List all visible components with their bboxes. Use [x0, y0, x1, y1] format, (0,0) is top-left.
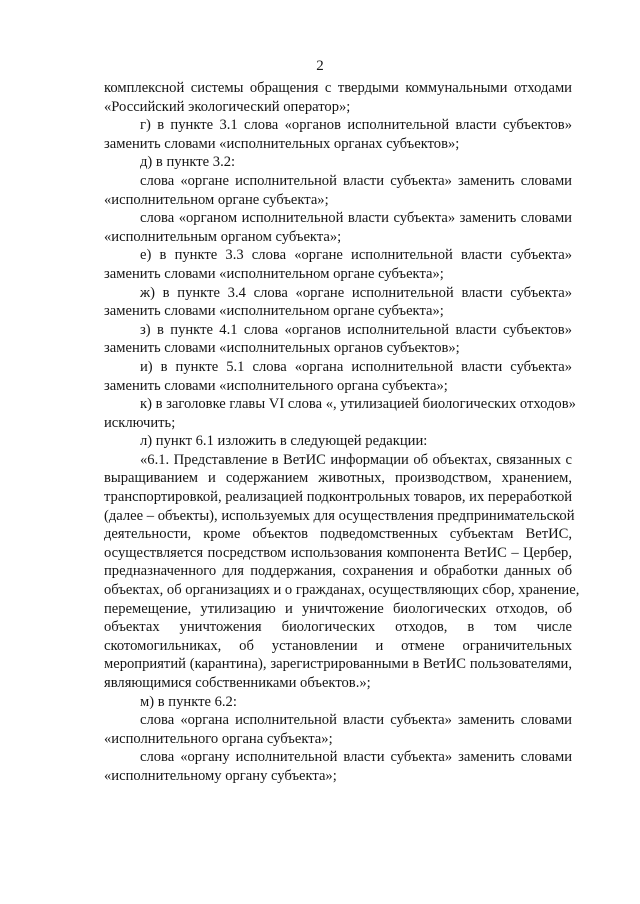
text-line: объектах, об организациях и о гражданах, осуществляющих сбор, хранение,: [104, 582, 580, 599]
paragraph: [104, 153, 572, 172]
text-line: мероприятий (карантина), зарегистрированными в ВетИС пользователями,: [104, 656, 572, 673]
text-line: г) в пункте 3.1 слова «органов исполнительной власти субъектов»: [140, 117, 572, 134]
text-line: е) в пункте 3.3 слова «органе исполнительной власти субъекта»: [140, 247, 572, 264]
text-line: слова «органа исполнительной власти субъекта» заменить словами: [140, 712, 572, 729]
text-line: заменить словами «исполнительных органах субъектов»;: [104, 135, 460, 152]
text-line: заменить словами «исполнительном органе субъекта»;: [104, 303, 444, 320]
text-line: слова «органом исполнительной власти субъекта» заменить словами: [140, 210, 572, 227]
text-line: «исполнительному органу субъекта»;: [104, 767, 337, 784]
text-line: «исполнительным органом субъекта»;: [104, 228, 342, 245]
text-line: з) в пункте 4.1 слова «органов исполнительной власти субъектов»: [140, 321, 572, 338]
text-line: комплексной системы обращения с твердыми коммунальными отходами: [104, 80, 572, 96]
text-line: к) в заголовке главы VI слова «, утилизацией биологических отходов»: [140, 396, 576, 413]
text-line: ж) в пункте 3.4 слова «органе исполнительной власти субъекта»: [140, 284, 572, 301]
text-line: л) пункт 6.1 изложить в следующей редакции:: [140, 433, 428, 450]
text-line: перемещение, утилизацию и уничтожение биологических отходов, об: [104, 600, 572, 617]
paragraph: [104, 748, 572, 785]
paragraph: [104, 358, 572, 395]
text-line: предназначенного для поддержания, сохранения и обработки данных об: [104, 563, 572, 580]
text-line: «6.1. Представление в ВетИС информации об объектах, связанных с: [140, 451, 572, 468]
paragraph: [104, 284, 572, 321]
text-line: деятельности, кроме объектов подведомственных субъектам ВетИС,: [104, 526, 572, 543]
text-line: выращиванием и содержанием животных, производством, хранением,: [104, 470, 572, 487]
paragraph: [104, 693, 572, 712]
text-line: заменить словами «исполнительном органе субъекта»;: [104, 265, 444, 282]
paragraph: [104, 172, 572, 209]
paragraph: [104, 395, 576, 432]
text-line: заменить словами «исполнительного органа субъекта»;: [104, 377, 448, 394]
paragraph: [104, 321, 572, 358]
paragraph: [104, 451, 580, 693]
text-line: «исполнительном органе субъекта»;: [104, 191, 329, 208]
text-line: скотомогильниках, об установлении и отмене ограничительных: [104, 637, 572, 654]
text-line: осуществляется посредством использования компонента ВетИС – Цербер,: [104, 544, 572, 561]
text-line: и) в пункте 5.1 слова «органа исполнительной власти субъекта»: [140, 358, 572, 375]
text-line: м) в пункте 6.2:: [140, 693, 237, 710]
text-line: объектах уничтожения биологических отходов, в том числе: [104, 619, 572, 636]
text-line: (далее – объекты), используемых для осуществления предпринимательской: [104, 507, 575, 524]
text-line: исключить;: [104, 414, 176, 431]
text-line: являющимися собственниками объектов.»;: [104, 675, 371, 691]
page-number: 2: [316, 58, 324, 74]
document-body: [104, 79, 580, 786]
text-line: транспортировкой, реализацией подконтрольных товаров, их переработкой: [104, 489, 573, 506]
text-line: слова «органе исполнительной власти субъекта» заменить словами: [140, 172, 572, 189]
text-line: слова «органу исполнительной власти субъекта» заменить словами: [140, 749, 572, 766]
text-line: «исполнительного органа субъекта»;: [104, 730, 333, 747]
text-line: заменить словами «исполнительных органов субъектов»;: [104, 340, 460, 357]
paragraph: [104, 246, 572, 283]
paragraph: [104, 711, 572, 748]
paragraph: [104, 79, 572, 116]
text-line: «Российский экологический оператор»;: [104, 98, 351, 115]
paragraph: [104, 432, 572, 451]
paragraph: [104, 209, 572, 246]
paragraph: [104, 116, 572, 153]
text-line: д) в пункте 3.2:: [140, 154, 236, 171]
